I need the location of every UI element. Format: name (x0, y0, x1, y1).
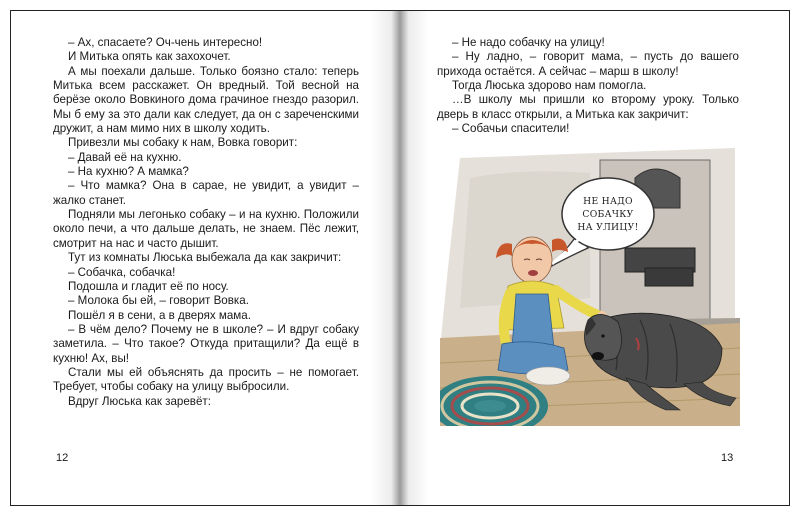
paragraph: – На кухню? А мамка? (68, 165, 189, 179)
paragraph: Тогда Люська здорово нам помогла. (452, 79, 647, 93)
paragraph: Тут из комнаты Люська выбежала да как закричит: (68, 251, 342, 265)
paragraph: Стали мы ей объяснять да просить – не помогает. Требует, чтобы собаку на улицу выбросили. (53, 365, 359, 394)
page-number-left: 12 (56, 452, 69, 464)
paragraph: – Ах, спасаете? Оч-чень интересно! (68, 36, 263, 49)
right-page-text (437, 36, 739, 136)
left-page-text (53, 36, 359, 409)
paragraph: – В чём дело? Почему не в школе? – И вдруг собаку заметила. – Что такое? Откуда притащили? Да ещё в кухню! Ах, вы! (53, 322, 359, 365)
paragraph: – Что мамка? Она в сарае, не увидит, а увидит – жалко станет. (53, 179, 359, 207)
paragraph: – Ну ладно, – говорит мама, – пусть до вашего прихода остаётся. А сейчас – марш в школу! (437, 50, 739, 78)
paragraph: – Молока бы ей, – говорит Вовка. (68, 294, 249, 308)
paragraph: – Собачьи спасители! (452, 122, 570, 136)
page-number-right: 13 (721, 452, 734, 464)
paragraph: Подошла и гладит её по носу. (68, 279, 229, 293)
paragraph: А мы поехали дальше. Только боязно стало: теперь Митька всем расскажет. Он вредный. Той весной на берёзе около Вовкиного дома грачиное гнездо разорил. Мы б ему за это дали как следует, да он с зареченскими дружит, а нам мимо них в школу ходить. (53, 64, 359, 136)
paragraph: – Не надо собачку на улицу! (452, 36, 605, 49)
speech-bubble-line: НА УЛИЦУ! (577, 222, 639, 233)
illustration (440, 148, 740, 426)
paragraph: Вдруг Люська как заревёт: (68, 394, 211, 408)
speech-bubble-line: СОБАЧКУ (582, 209, 634, 220)
paragraph: …В школу мы пришли ко второму уроку. Только дверь в класс открыли, а Митька как закричит: (437, 93, 739, 121)
paragraph: – Собачка, собачка! (68, 265, 176, 279)
paragraph: И Митька опять как захохочет. (68, 50, 231, 64)
paragraph: – Давай её на кухню. (68, 150, 182, 164)
paragraph: Пошёл я в сени, а в дверях мама. (68, 308, 251, 322)
speech-bubble-line: НЕ НАДО (583, 196, 633, 207)
paragraph: Привезли мы собаку к нам, Вовка говорит: (68, 136, 298, 150)
paragraph: Подняли мы легонько собаку – и на кухню. Положили около печи, а что дальше делать, не знаем. Пёс лежит, смотрит на нас и часто дышит. (53, 208, 359, 250)
